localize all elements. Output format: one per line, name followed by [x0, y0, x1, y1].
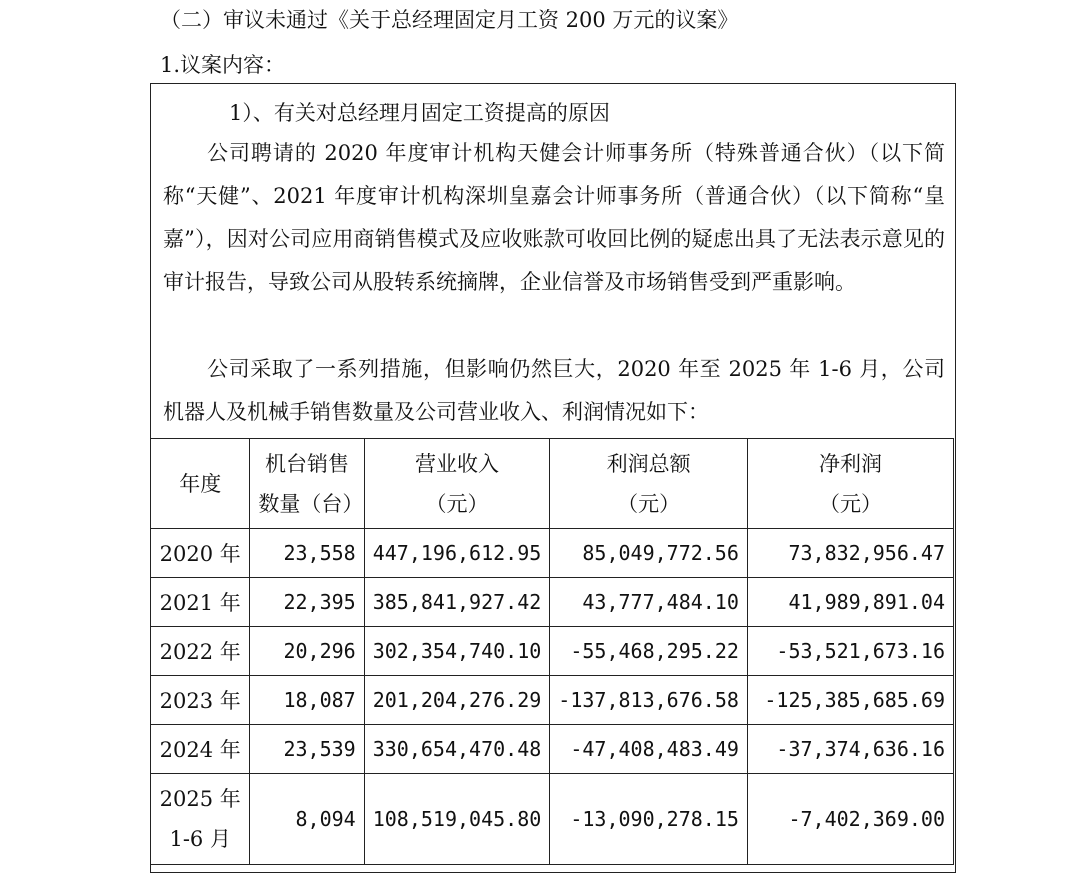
table-row — [151, 676, 954, 725]
cell-units: 23,539 — [250, 725, 364, 774]
cell-net-profit: -37,374,636.16 — [747, 725, 953, 774]
paragraph-measures: 公司采取了一系列措施，但影响仍然巨大，2020 年至 2025 年 1-6 月，公司机器人及机械手销售数量及公司营业收入、利润情况如下： — [163, 357, 946, 424]
cell-total-profit: -13,090,278.15 — [550, 774, 748, 865]
cell-net-profit: -125,385,685.69 — [747, 676, 953, 725]
sales-profit-table — [150, 438, 954, 865]
table-row — [151, 725, 954, 774]
cell-revenue: 302,354,740.10 — [364, 627, 550, 676]
header-total-profit: 利润总额 （元） — [550, 439, 748, 529]
section-heading: （二）审议未通过《关于总经理固定月工资 200 万元的议案》 — [160, 8, 739, 32]
cell-revenue: 447,196,612.95 — [364, 529, 550, 578]
reason-subtitle: 1）、有关对总经理月固定工资提高的原因 — [229, 101, 610, 125]
table-row — [151, 774, 954, 865]
cell-year: 2023 年 — [151, 676, 250, 725]
cell-net-profit: 41,989,891.04 — [747, 578, 953, 627]
cell-net-profit: 73,832,956.47 — [747, 529, 953, 578]
cell-year: 2021 年 — [151, 578, 250, 627]
cell-revenue: 201,204,276.29 — [364, 676, 550, 725]
table-row — [151, 529, 954, 578]
cell-year: 2025 年 1-6 月 — [151, 774, 250, 865]
header-revenue: 营业收入 （元） — [364, 439, 550, 529]
cell-total-profit: -55,468,295.22 — [550, 627, 748, 676]
cell-units: 23,558 — [250, 529, 364, 578]
header-year: 年度 — [151, 439, 250, 529]
header-net-profit: 净利润 （元） — [747, 439, 953, 529]
header-units: 机台销售 数量（台） — [250, 439, 364, 529]
cell-total-profit: 85,049,772.56 — [550, 529, 748, 578]
cell-year: 2020 年 — [151, 529, 250, 578]
item-heading: 1.议案内容： — [160, 53, 286, 77]
proposal-content-box — [150, 83, 956, 873]
cell-total-profit: -137,813,676.58 — [550, 676, 748, 725]
table-row — [151, 578, 954, 627]
cell-revenue: 385,841,927.42 — [364, 578, 550, 627]
table-row — [151, 627, 954, 676]
cell-net-profit: -7,402,369.00 — [747, 774, 953, 865]
table-header-row — [151, 439, 954, 529]
cell-total-profit: -47,408,483.49 — [550, 725, 748, 774]
cell-units: 22,395 — [250, 578, 364, 627]
paragraph-audit: 公司聘请的 2020 年度审计机构天健会计师事务所（特殊普通合伙）（以下简称“天健”、2021 年度审计机构深圳皇嘉会计师事务所（普通合伙）（以下简称“皇嘉”），因对公司应用商销售模式及应收账款可收回比例的疑虑出具了无法表示意见的审计报告，导致公司从股转系统摘牌，企业信誉及市场销售受到严重影响。 — [163, 141, 945, 294]
cell-units: 20,296 — [250, 627, 364, 676]
cell-revenue: 330,654,470.48 — [364, 725, 550, 774]
cell-year: 2022 年 — [151, 627, 250, 676]
cell-revenue: 108,519,045.80 — [364, 774, 550, 865]
cell-net-profit: -53,521,673.16 — [747, 627, 953, 676]
cell-units: 8,094 — [250, 774, 364, 865]
cell-total-profit: 43,777,484.10 — [550, 578, 748, 627]
cell-year: 2024 年 — [151, 725, 250, 774]
cell-units: 18,087 — [250, 676, 364, 725]
